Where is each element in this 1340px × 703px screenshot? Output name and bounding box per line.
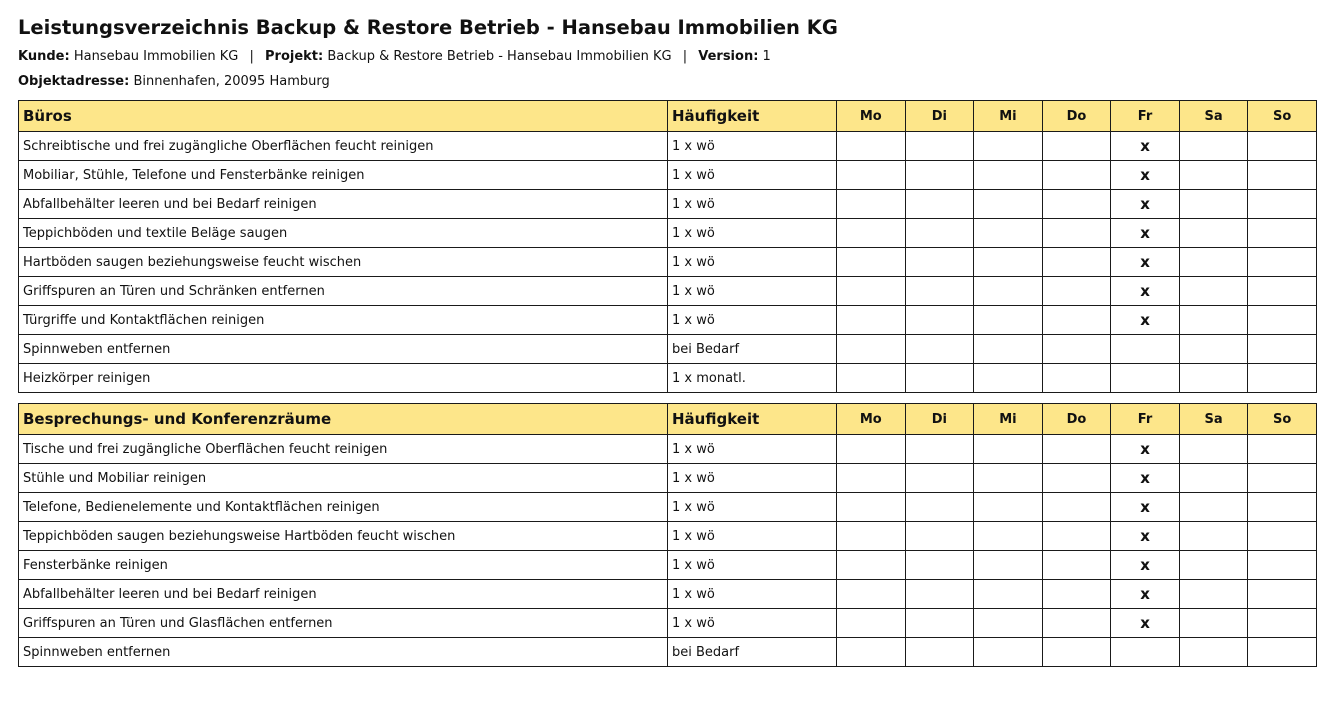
day-mark-cell: [974, 335, 1043, 364]
day-mark-cell: [1248, 335, 1317, 364]
day-mark-cell: [974, 493, 1043, 522]
frequency-cell: bei Bedarf: [668, 335, 837, 364]
table-row: [19, 190, 1317, 219]
task-cell: Tische und frei zugängliche Oberflächen feucht reinigen: [19, 435, 668, 464]
day-mark-cell: [974, 248, 1043, 277]
frequency-cell: 1 x wö: [668, 219, 837, 248]
table-row: [19, 161, 1317, 190]
day-mark-cell: [1179, 493, 1248, 522]
day-mark-cell: [974, 132, 1043, 161]
version-label: Version:: [698, 49, 759, 64]
task-cell: Spinnweben entfernen: [19, 335, 668, 364]
address-line: [18, 74, 1316, 90]
day-mark-cell: x: [1111, 580, 1180, 609]
frequency-cell: 1 x wö: [668, 435, 837, 464]
day-mark-cell: [1042, 306, 1111, 335]
day-mark-cell: [974, 580, 1043, 609]
frequency-cell: 1 x wö: [668, 248, 837, 277]
day-mark-cell: [837, 464, 906, 493]
table-row: [19, 435, 1317, 464]
day-mark-cell: [1042, 638, 1111, 667]
table-row: [19, 306, 1317, 335]
day-header: Mi: [974, 101, 1043, 132]
day-mark-cell: [974, 464, 1043, 493]
frequency-cell: 1 x wö: [668, 277, 837, 306]
day-mark-cell: [1179, 132, 1248, 161]
day-header: Fr: [1111, 101, 1180, 132]
day-mark-cell: [905, 435, 974, 464]
task-cell: Teppichböden und textile Beläge saugen: [19, 219, 668, 248]
day-mark-cell: [1248, 522, 1317, 551]
day-mark-cell: [974, 277, 1043, 306]
day-mark-cell: [1248, 364, 1317, 393]
day-header: Mo: [837, 404, 906, 435]
day-mark-cell: [1179, 522, 1248, 551]
day-mark-cell: [1042, 493, 1111, 522]
day-mark-cell: x: [1111, 190, 1180, 219]
frequency-cell: 1 x wö: [668, 551, 837, 580]
day-mark-cell: [1248, 638, 1317, 667]
day-mark-cell: x: [1111, 132, 1180, 161]
day-mark-cell: [1248, 306, 1317, 335]
day-mark-cell: [1042, 609, 1111, 638]
day-mark-cell: [905, 161, 974, 190]
frequency-cell: 1 x wö: [668, 580, 837, 609]
table-row: [19, 638, 1317, 667]
day-mark-cell: x: [1111, 522, 1180, 551]
day-header: Mi: [974, 404, 1043, 435]
frequency-cell: 1 x wö: [668, 132, 837, 161]
day-mark-cell: [837, 335, 906, 364]
day-header: Do: [1042, 101, 1111, 132]
day-mark-cell: [905, 364, 974, 393]
frequency-cell: 1 x wö: [668, 190, 837, 219]
day-mark-cell: [1042, 464, 1111, 493]
day-header: So: [1248, 101, 1317, 132]
day-mark-cell: [1179, 277, 1248, 306]
day-mark-cell: [1042, 551, 1111, 580]
day-mark-cell: [1248, 248, 1317, 277]
day-mark-cell: [905, 464, 974, 493]
day-mark-cell: [974, 551, 1043, 580]
day-mark-cell: [1179, 609, 1248, 638]
day-mark-cell: [1179, 190, 1248, 219]
day-mark-cell: [1042, 364, 1111, 393]
day-mark-cell: [837, 364, 906, 393]
section-table: [18, 100, 1317, 393]
day-header: Mo: [837, 101, 906, 132]
section-table: [18, 403, 1317, 667]
day-mark-cell: [1042, 522, 1111, 551]
task-cell: Mobiliar, Stühle, Telefone und Fensterbänke reinigen: [19, 161, 668, 190]
day-header: Sa: [1179, 404, 1248, 435]
frequency-cell: 1 x wö: [668, 161, 837, 190]
day-header: Di: [905, 404, 974, 435]
frequency-header: Häufigkeit: [668, 101, 837, 132]
task-cell: Hartböden saugen beziehungsweise feucht wischen: [19, 248, 668, 277]
day-mark-cell: x: [1111, 493, 1180, 522]
task-cell: Stühle und Mobiliar reinigen: [19, 464, 668, 493]
task-cell: Abfallbehälter leeren und bei Bedarf reinigen: [19, 190, 668, 219]
section-title: Besprechungs- und Konferenzräume: [19, 404, 668, 435]
day-mark-cell: [1179, 638, 1248, 667]
task-cell: Griffspuren an Türen und Schränken entfernen: [19, 277, 668, 306]
day-mark-cell: x: [1111, 464, 1180, 493]
day-mark-cell: [1248, 219, 1317, 248]
day-mark-cell: [837, 493, 906, 522]
day-mark-cell: [837, 161, 906, 190]
day-mark-cell: [1042, 132, 1111, 161]
project-value: Backup & Restore Betrieb - Hansebau Immobilien KG: [327, 49, 672, 64]
version-value: 1: [762, 49, 771, 64]
day-mark-cell: [837, 638, 906, 667]
task-cell: Türgriffe und Kontaktflächen reinigen: [19, 306, 668, 335]
day-mark-cell: [837, 551, 906, 580]
day-mark-cell: [905, 493, 974, 522]
day-mark-cell: [1248, 464, 1317, 493]
day-mark-cell: [1248, 435, 1317, 464]
table-row: [19, 580, 1317, 609]
day-mark-cell: [1179, 435, 1248, 464]
day-mark-cell: [1042, 219, 1111, 248]
day-mark-cell: x: [1111, 609, 1180, 638]
table-row: [19, 277, 1317, 306]
customer-value: Hansebau Immobilien KG: [73, 49, 239, 64]
task-cell: Heizkörper reinigen: [19, 364, 668, 393]
section-header-row: [19, 101, 1317, 132]
day-mark-cell: x: [1111, 306, 1180, 335]
customer-label: Kunde:: [18, 49, 70, 64]
day-mark-cell: [837, 435, 906, 464]
table-row: [19, 335, 1317, 364]
day-mark-cell: [837, 580, 906, 609]
day-mark-cell: [837, 277, 906, 306]
frequency-cell: 1 x monatl.: [668, 364, 837, 393]
address-label: Objektadresse:: [18, 74, 130, 89]
task-cell: Teppichböden saugen beziehungsweise Hartböden feucht wischen: [19, 522, 668, 551]
day-mark-cell: [837, 609, 906, 638]
table-row: [19, 522, 1317, 551]
day-mark-cell: [1111, 638, 1180, 667]
task-cell: Telefone, Bedienelemente und Kontaktflächen reinigen: [19, 493, 668, 522]
day-mark-cell: [1248, 277, 1317, 306]
frequency-cell: bei Bedarf: [668, 638, 837, 667]
task-cell: Abfallbehälter leeren und bei Bedarf reinigen: [19, 580, 668, 609]
day-mark-cell: [905, 522, 974, 551]
day-mark-cell: [974, 190, 1043, 219]
day-mark-cell: [974, 435, 1043, 464]
address-value: Binnenhafen, 20095 Hamburg: [133, 74, 330, 89]
day-mark-cell: [1179, 248, 1248, 277]
day-mark-cell: [974, 364, 1043, 393]
task-cell: Fensterbänke reinigen: [19, 551, 668, 580]
table-row: [19, 132, 1317, 161]
day-mark-cell: [1179, 580, 1248, 609]
day-mark-cell: [1179, 219, 1248, 248]
day-mark-cell: [974, 306, 1043, 335]
day-mark-cell: [974, 522, 1043, 551]
meta-separator: |: [249, 49, 254, 64]
day-mark-cell: [1179, 161, 1248, 190]
day-mark-cell: [1042, 335, 1111, 364]
day-mark-cell: [837, 132, 906, 161]
day-mark-cell: [905, 132, 974, 161]
day-mark-cell: [905, 335, 974, 364]
day-mark-cell: [905, 190, 974, 219]
task-cell: Schreibtische und frei zugängliche Oberflächen feucht reinigen: [19, 132, 668, 161]
day-mark-cell: [1111, 364, 1180, 393]
day-mark-cell: [1248, 190, 1317, 219]
frequency-cell: 1 x wö: [668, 464, 837, 493]
day-mark-cell: [974, 219, 1043, 248]
table-row: [19, 551, 1317, 580]
day-mark-cell: [905, 551, 974, 580]
table-row: [19, 248, 1317, 277]
day-mark-cell: [905, 248, 974, 277]
day-mark-cell: [905, 580, 974, 609]
table-row: [19, 609, 1317, 638]
day-mark-cell: [1111, 335, 1180, 364]
day-mark-cell: x: [1111, 435, 1180, 464]
frequency-cell: 1 x wö: [668, 522, 837, 551]
day-mark-cell: [1248, 580, 1317, 609]
day-mark-cell: [837, 219, 906, 248]
frequency-cell: 1 x wö: [668, 306, 837, 335]
day-mark-cell: [905, 638, 974, 667]
day-mark-cell: [1179, 464, 1248, 493]
day-mark-cell: [837, 306, 906, 335]
day-mark-cell: [905, 306, 974, 335]
day-mark-cell: [1042, 580, 1111, 609]
day-mark-cell: [1042, 190, 1111, 219]
project-label: Projekt:: [265, 49, 324, 64]
day-mark-cell: [1248, 161, 1317, 190]
day-mark-cell: [837, 190, 906, 219]
task-cell: Spinnweben entfernen: [19, 638, 668, 667]
document-title: Leistungsverzeichnis Backup & Restore Betrieb - Hansebau Immobilien KG: [18, 16, 838, 39]
table-row: [19, 219, 1317, 248]
day-mark-cell: [1248, 132, 1317, 161]
day-mark-cell: [905, 609, 974, 638]
day-header: Di: [905, 101, 974, 132]
day-header: Sa: [1179, 101, 1248, 132]
table-row: [19, 493, 1317, 522]
day-mark-cell: [1179, 335, 1248, 364]
day-mark-cell: [1179, 306, 1248, 335]
day-mark-cell: [974, 638, 1043, 667]
day-mark-cell: x: [1111, 219, 1180, 248]
table-row: [19, 464, 1317, 493]
day-mark-cell: x: [1111, 277, 1180, 306]
day-mark-cell: [1042, 435, 1111, 464]
document-page: [18, 16, 1316, 90]
day-header: So: [1248, 404, 1317, 435]
section-title: Büros: [19, 101, 668, 132]
day-mark-cell: [837, 248, 906, 277]
day-mark-cell: [1042, 161, 1111, 190]
day-mark-cell: [905, 277, 974, 306]
day-mark-cell: x: [1111, 551, 1180, 580]
section-header-row: [19, 404, 1317, 435]
frequency-cell: 1 x wö: [668, 493, 837, 522]
day-mark-cell: [974, 161, 1043, 190]
day-header: Do: [1042, 404, 1111, 435]
day-mark-cell: [1042, 277, 1111, 306]
day-mark-cell: [905, 219, 974, 248]
day-mark-cell: [1179, 551, 1248, 580]
frequency-cell: 1 x wö: [668, 609, 837, 638]
day-mark-cell: x: [1111, 161, 1180, 190]
day-mark-cell: [974, 609, 1043, 638]
day-mark-cell: [837, 522, 906, 551]
table-row: [19, 364, 1317, 393]
day-mark-cell: [1248, 493, 1317, 522]
day-header: Fr: [1111, 404, 1180, 435]
meta-separator: |: [682, 49, 688, 64]
day-mark-cell: [1248, 551, 1317, 580]
day-mark-cell: [1179, 364, 1248, 393]
frequency-header: Häufigkeit: [668, 404, 837, 435]
day-mark-cell: x: [1111, 248, 1180, 277]
task-cell: Griffspuren an Türen und Glasflächen entfernen: [19, 609, 668, 638]
day-mark-cell: [1042, 248, 1111, 277]
document-meta-line: [18, 49, 1316, 65]
day-mark-cell: [1248, 609, 1317, 638]
